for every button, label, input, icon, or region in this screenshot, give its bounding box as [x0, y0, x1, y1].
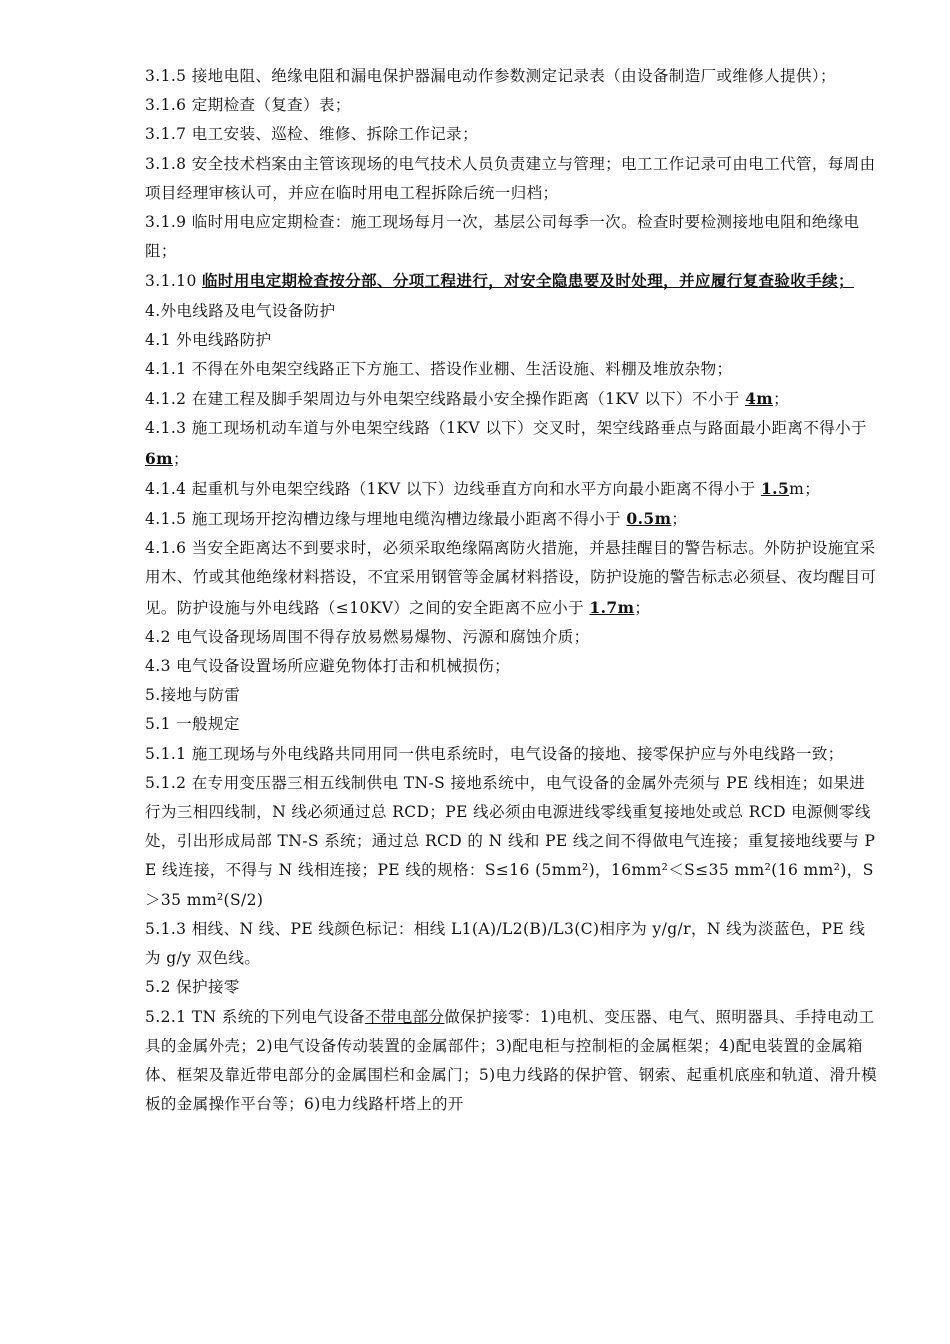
paragraph	[145, 652, 880, 681]
paragraph	[145, 384, 880, 414]
paragraph	[145, 915, 880, 973]
text-segment: 4.3 电气设备设置场所应避免物体打击和机械损伤；	[145, 657, 511, 676]
text-segment: 4.外电线路及电气设备防护	[145, 301, 336, 320]
text-segment: 5.2 保护接零	[145, 978, 240, 997]
text-segment: 4.1.2 在建工程及脚手架周边与外电架空线路最小安全操作距离（1KV 以下）不小于	[145, 390, 746, 409]
paragraph	[145, 120, 880, 149]
paragraph	[145, 62, 880, 91]
document-page	[145, 62, 880, 1119]
text-segment: ；	[671, 510, 688, 529]
text-segment: 5.1.3 相线、N 线、PE 线颜色标记：相线 L1(A)/L2(B)/L3(C)相序为 y/g/r，N 线为淡蓝色，PE 线为 g/y 双色线。	[145, 919, 866, 968]
text-segment: 4.1.3 施工现场机动车道与外电架空线路（1KV 以下）交叉时，架空线路垂点与路面最小距离不得小于	[145, 419, 867, 438]
text-segment: m；	[789, 479, 821, 498]
text-segment: ；	[634, 598, 651, 617]
paragraph	[145, 710, 880, 739]
text-segment: 4m	[745, 389, 774, 409]
paragraph	[145, 414, 880, 473]
paragraph	[145, 504, 880, 534]
text-segment: 4.1.6 当安全距离达不到要求时，必须采取绝缘隔离防火措施，并悬挂醒目的警告标志。外防护设施宜采用木、竹或其他绝缘材料搭设，不宜采用钢管等金属材料搭设，防护设施的警告标志必须昼、夜均醒目可见。防护设施与外电线路（≤10KV）之间的安全距离不应小于	[145, 539, 877, 617]
paragraph	[145, 973, 880, 1002]
text-segment: 0.5m	[626, 509, 672, 529]
text-segment: ；	[173, 449, 189, 468]
text-segment: 5.1.1 施工现场与外电线路共同用同一供电系统时，电气设备的接地、接零保护应与外电线路一致；	[145, 744, 844, 763]
text-segment: 3.1.10	[145, 272, 203, 291]
paragraph	[145, 534, 880, 623]
text-segment: 3.1.8 安全技术档案由主管该现场的电气技术人员负责建立与管理；电工工作记录可由电工代管，每周由项目经理审核认可，并应在临时用电工程拆除后统一归档；	[145, 154, 876, 202]
paragraph	[145, 623, 880, 652]
paragraph	[145, 150, 880, 208]
text-segment: 4.1.5 施工现场开挖沟槽边缘与埋地电缆沟槽边缘最小距离不得小于	[145, 510, 627, 529]
paragraph	[145, 681, 880, 710]
text-segment: 5.1.2 在专用变压器三相五线制供电 TN-S 接地系统中，电气设备的金属外壳须与 PE 线相连；如果进行为三相四线制，N 线必须通过总 RCD；PE 线必须由电源进线零线重复接地处或总 RCD 电源侧零线处，引出形成局部 TN-S 系统；通过总 RCD 的 N 线和 PE 线之间不得做电气连接；重复接地线要与 PE 线连接，不得与 N 线相连接；PE 线的规格：S≤16 (5mm²)，16mm²＜S≤35 mm²(16 mm²)，S＞35 mm²(S/2)	[145, 773, 876, 909]
text-segment: 3.1.5 接地电阻、绝缘电阻和漏电保护器漏电动作参数测定记录表（由设备制造厂或维修人提供）；	[145, 67, 836, 85]
text-segment: 3.1.9 临时用电应定期检查：施工现场每月一次，基层公司每季一次。检查时要检测接地电阻和绝缘电阻；	[145, 213, 860, 261]
paragraph	[145, 474, 880, 504]
paragraph	[145, 1003, 880, 1120]
paragraph	[145, 355, 880, 384]
paragraph	[145, 208, 880, 266]
paragraph	[145, 297, 880, 326]
paragraph	[145, 91, 880, 120]
text-segment: 4.1.4 起重机与外电架空线路（1KV 以下）边线垂直方向和水平方向最小距离不得小于	[145, 479, 761, 498]
text-segment: 6m	[145, 448, 173, 468]
text-segment: ；	[773, 390, 789, 409]
text-segment: 4.2 电气设备现场周围不得存放易燃易爆物、污源和腐蚀介质；	[145, 627, 590, 646]
text-segment: 5.2.1 TN 系统的下列电气设备	[145, 1007, 365, 1026]
text-segment: 4.1.1 不得在外电架空线路正下方施工、搭设作业棚、生活设施、料棚及堆放杂物；	[145, 360, 733, 379]
text-segment: 5.接地与防雷	[145, 686, 241, 705]
text-segment: 1.7m	[589, 597, 635, 617]
text-segment: 3.1.7 电工安装、巡检、维修、拆除工作记录；	[145, 125, 478, 144]
text-segment: 3.1.6 定期检查（复查）表；	[145, 96, 351, 115]
text-segment: 做保护接零：1)电机、变压器、电气、照明器具、手持电动工具的金属外壳；2)电气设备传动装置的金属部件；3)配电柜与控制柜的金属框架；4)配电装置的金属箱体、框架及靠近带电部分的金属围栏和金属门；5)电力线路的保护管、钢索、起重机底座和轨道、滑升模板的金属操作平台等；6)电力线路杆塔上的开	[145, 1007, 878, 1114]
paragraph	[145, 740, 880, 769]
text-segment: 不带电部分	[364, 1007, 445, 1026]
text-segment: 临时用电定期检查按分部、分项工程进行，对安全隐患要及时处理，并应履行复查验收手续；	[202, 271, 854, 291]
text-segment: 5.1 一般规定	[145, 715, 240, 734]
paragraph	[145, 769, 880, 915]
paragraph	[145, 266, 880, 296]
paragraph	[145, 326, 880, 355]
text-segment: 1.5	[760, 478, 790, 498]
text-segment: 4.1 外电线路防护	[145, 330, 272, 349]
